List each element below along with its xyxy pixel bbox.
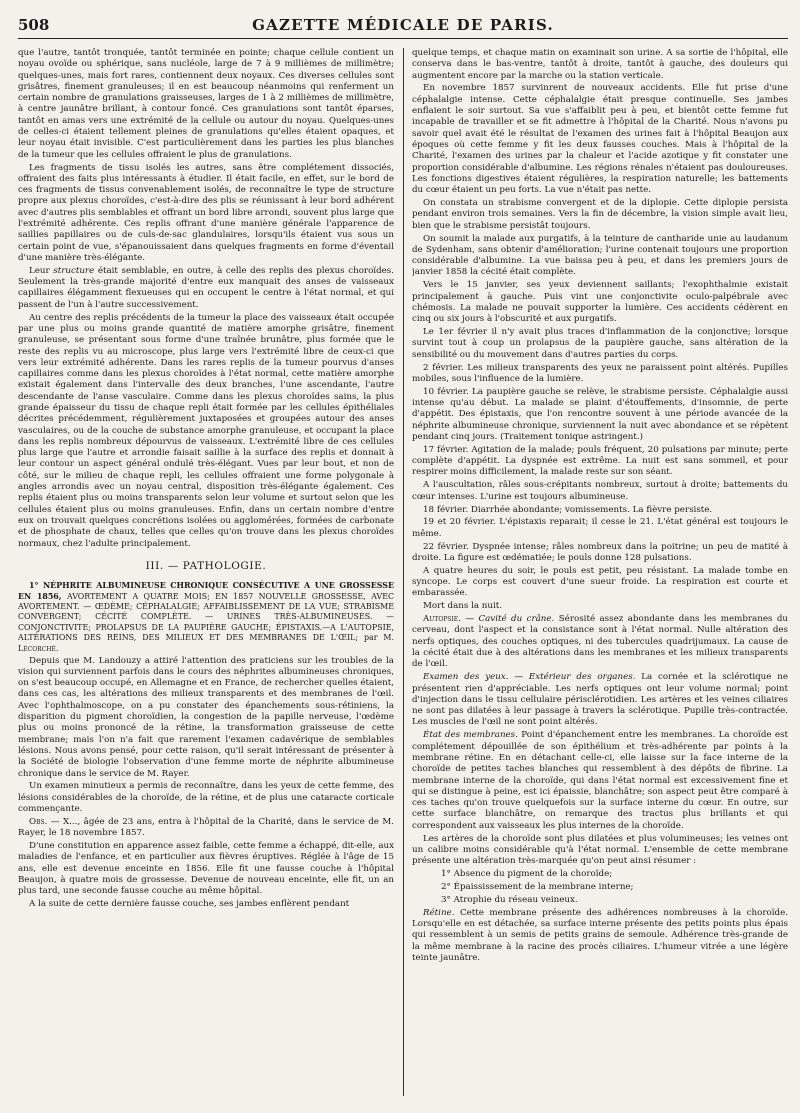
italic-heading: État des membranes. bbox=[423, 730, 518, 741]
paragraph: Un examen minutieux a permis de reconnaître, dans les yeux de cette femme, des lésions considérables de la choroïde, de la rétine, et de plus une cataracte corticale commençante. bbox=[18, 781, 394, 815]
paragraph bbox=[412, 908, 788, 964]
paragraph: que l'autre, tantôt tronquée, tantôt terminée en pointe; chaque cellule contient un noyau ovoïde ou sphérique, sans nucléole, large de 7 à 9 millièmes de millimètre; quelques-unes, mais fort rares, contiennent deux noyaux. Ces diverses cellules sont grisâtres, finement granuleuses; il en est beaucoup néanmoins qui renferment un certain nombre de granulations graisseuses, larges de 1 à 2 millièmes de millimètre, à centre jaunâtre brillant, à contour foncé. Ces granulations sont tantôt éparses, tantôt en amas vers une extrémité de la cellule ou autour du noyau. Quelques-unes de celles-ci étaient tellement pleines de granulations qu'elles étaient opaques, et leur noyau était invisible. C'est particulièrement dans les parties les plus blanches de la tumeur que les cellules offraient le plus de granulations. bbox=[18, 48, 394, 160]
italic-heading: Rétine. bbox=[423, 907, 455, 918]
author-name: M. Lécorché. bbox=[18, 633, 394, 653]
page-number: 508 bbox=[18, 16, 50, 34]
paragraph: On soumit la malade aux purgatifs, à la teinture de cantharide unie au laudanum de Sydenham, sans obtenir d'amélioration; l'urine contenait toujours une proportion considérable d'albumine. La vue baissa peu à peu, et dans les premiers jours de janvier 1858 la cécité était complète. bbox=[412, 233, 788, 278]
text-run: était semblable, en outre, à celle des replis des plexus choroïdes. Seulement la très-grande majorité d'entre eux manquait des anses de vaisseaux capillaires élégamment flexueuses qui en occupent le centre à l'état normal, et qui passent de l'un à l'autre successivement. bbox=[18, 265, 394, 310]
paragraph: quelque temps, et chaque matin on examinait son urine. A sa sortie de l'hôpital, elle conserva dans le bas-ventre, tantôt à droite, tantôt à gauche, des douleurs qui augmentent encore par la marche ou la station verticale. bbox=[412, 48, 788, 81]
paragraph: Les fragments de tissu isolés les autres, sans être complétement dissociés, offraient des faits plus intéressants à étudier. Il était facile, en effet, sur le bord de ces fragments de tissus convenablement isolés, de reconnaître le type de structure propre aux plexus choroïdes, c'est-à-dire des plis se réunissant à leur bord adhérent avec d'autres plis semblables et offrant un bord libre arrondi, souvent plus large que l'extrémité adhérente. Ces replis offrant d'une manière générale l'apparence de saillies papillaires ou de culs-de-sac glandulaires, lorsqu'ils étaient vus sous un certain point de vue, s'épanouissaient dans quelques fragments en forme d'éventail d'une manière très-élégante. bbox=[18, 162, 394, 263]
paragraph bbox=[412, 614, 788, 670]
list-item: 1° Absence du pigment de la choroïde; bbox=[441, 869, 613, 880]
column-divider bbox=[403, 48, 404, 1096]
paragraph: Au centre des replis précédents de la tumeur la place des vaisseaux était occupée par une plus ou moins grande quantité de matière amorphe grisâtre, finement granuleuse, se présentant sous forme d'une traînée brunâtre, plus formée que le reste des replis vu au microscope, plus large vers l'extrémité libre de ceux-ci que vers leur extrémité adhérente. Dans les rares replis de la tumeur pourvus d'anses capillaires comme dans les plexus choroïdes à l'état normal, cette matière amorphe existait également dans l'intervalle des deux branches, l'une ascendante, l'autre descendante de l'anse vasculaire. Comme dans les plexus choroïdes sains, la plus grande épaisseur du tissu de chaque repli était formée par les cellules épithéliales décrites précédemment, régulièrement juxtaposées et groupées autour des anses vasculaires, ou de la couche de substance amorphe granuleuse, et occupant la place dans les replis nombreux dépourvus de vaisseaux. L'extrémité libre de ces cellules plus large que l'autre et arrondie faisait saillie à la surface des replis et donnait à leur contour un aspect général ondulé très-élégant. Vues par leur bout, et non de côté, sur le milieu de chaque repli, les cellules offraient une forme polygonale à angles arrondis avec un noyau central, disposition très-élégante également. Ces replis étaient plus ou moins transparents selon leur volume et surtout selon que les cellules étaient plus ou moins granuleuses. Enfin, dans un certain nombre d'entre eux on trouvait quelques concrétions isolées ou agglomérées, formées de carbonate et de phosphate de chaux, telles que celles qu'on trouve dans les plexus choroïdes normaux, chez l'adulte principalement. bbox=[18, 312, 394, 549]
paragraph: Les artères de la choroïde sont plus dilatées et plus volumineuses; les veines ont un calibre moins considérable qu'à l'état normal. L'ensemble de cette membrane présente une altération très-marquée qu'on peut ainsi résumer : bbox=[412, 833, 788, 867]
summary-body: AVORTEMENT A QUATRE MOIS; EN 1857 NOUVELLE GROSSESSE, AVEC AVORTEMENT. — ŒDÈME; CÉPHALALGIE; AFFAIBLISSEMENT DE LA VUE; STRABISME CONVERGENT; CÉCITÉ COMPLÈTE. — URINES TRÈS-ALBUMINEUSES. — CONJONCTIVITE; PROLAPSUS DE LA PAUPIÈRE GAUCHE; ÉPISTAXIS.—A L'AUTOPSIE, ALTÉRATIONS DES REINS, DES MILIEUX ET DES MEMBRANES DE L'ŒIL; par bbox=[18, 591, 394, 643]
text-run: La cornée et la sclérotique ne présentent rien d'appréciable. Les nerfs optiques ont leur volume normal; point d'injection dans le tissu cellulaire périsclérotidien. Les artères et les veines ciliaires ne sont pas dilatées à leur passage à travers la sclérotique. Pupille très-contractée. Les muscles de l'œil ne sont point altérés. bbox=[412, 672, 788, 728]
paragraph: En novembre 1857 survinrent de nouveaux accidents. Elle fut prise d'une céphalalgie intense. Cette céphalalgie était presque continuelle. Ses jambes enflaient le soir surtout. Sa vue s'affaiblit peu à peu, et bientôt cette femme fut incapable de travailler et se fit admettre à l'hôpital de la Charité. Nous n'avons pu savoir quel avait été le résultat de l'examen des urines fait à l'hôpital Beaujon aux époques où cette femme y fit les deux fausses couches. Mais à l'hôpital de la Charité, l'examen des urines par la chaleur et l'acide azotique y fit constater une proportion considérable d'albumine. Les régions rénales n'étaient pas douloureuses. Les fonctions digestives étaient régulières, la respiration naturelle; les battements du cœur étaient un peu forts. La vue n'était pas nette. bbox=[412, 83, 788, 196]
text-run: Point d'épanchement entre les membranes. La choroïde est complétement dépouillée de son épithélium et très-adhérente par points à la membrane rétine. En en détachant celle-ci, elle laisse sur la face interne de la choroïde de petites taches blanches qui ressemblent à des dépôts de fibrine. La membrane interne de la choroïde, qui dans l'état normal est excessivement fine et qui se distingue à peine, est ici épaissie, blanchâtre; son aspect peut être comparé à ces taches qu'on trouve quelquefois sur la surface interne du cœur. En outre, sur cette surface blanchâtre, on remarque des tractus plus brillants et qui correspondent aux vaisseaux les plus internes de la choroïde. bbox=[412, 730, 788, 831]
paragraph: 22 février. Dyspnée intense; râles nombreux dans la poitrine; un peu de matité à droite. La figure est œdématiée; le pouls donne 128 pulsations. bbox=[412, 541, 788, 563]
article-summary bbox=[18, 581, 394, 654]
paragraph: A la suite de cette dernière fausse couche, ses jambes enflèrent pendant bbox=[29, 899, 350, 910]
paragraph: Mort dans la nuit. bbox=[423, 601, 503, 612]
italic-term: structure bbox=[53, 265, 95, 276]
right-column bbox=[412, 48, 788, 1096]
paragraph: 2 février. Les milieux transparents des yeux ne paraissent point altérés. Pupilles mobiles, sous l'influence de la lumière. bbox=[412, 362, 788, 384]
paragraph: 19 et 20 février. L'épistaxis reparait; il cesse le 21. L'état général est toujours le même. bbox=[412, 517, 788, 539]
paragraph bbox=[412, 672, 788, 728]
paragraph: 17 février. Agitation de la malade; pouls fréquent, 20 pulsations par minute; perte complète d'appétit. La dyspnée est extrême. La nuit est sans sommeil, et pour respirer moins difficilement, la malade reste sur son séant. bbox=[412, 444, 788, 478]
paragraph: 18 février. Diarrhée abondante; vomissements. La fièvre persiste. bbox=[423, 504, 713, 515]
paragraph: 10 février. La paupière gauche se relève, le strabisme persiste. Céphalalgie aussi intense qu'au début. La malade se plaint d'étouffements, d'insomnie, de perte d'appétit. Des épistaxis, que l'on rencontre souvent à une période avancée de la néphrite albumineuse chronique, surviennent la nuit avec abondance et se répètent pendant cinq jours. (Traitement tonique astringent.) bbox=[412, 386, 788, 442]
autopsy-label: Autopsie. bbox=[423, 614, 461, 625]
paragraph: On constata un strabisme convergent et de la diplopie. Cette diplopie persista pendant environ trois semaines. Vers la fin de décembre, la vision simple avait lieu, bien que le strabisme persistât toujours. bbox=[412, 198, 788, 231]
text-run: Sérosité assez abondante dans les membranes du cerveau, dont l'aspect et la consistance sont à l'état normal. Nulle altération des nerfs optiques, des couches optiques, ni des tubercules quadrijumaux. La cause de la cécité était due à des altérations dans les membranes et les milieux transparents de l'œil. bbox=[412, 614, 788, 670]
paragraph: Le 1er février il n'y avait plus traces d'inflammation de la conjonctive; lorsque survint tout à coup un prolapsus de la paupière gauche, sans altération de la sensibilité ou du mouvement dans d'autres parties du corps. bbox=[412, 327, 788, 360]
text-run: Leur bbox=[29, 265, 54, 276]
italic-heading: Examen des yeux. — Extérieur des organes. bbox=[423, 672, 636, 683]
page-header bbox=[18, 8, 788, 39]
paragraph: Vers le 15 janvier, ses yeux deviennent saillants; l'exophthalmie existait principalement à gauche. Puis vint une conjonctivite oculo-palpébrale avec chémosis. La malade ne pouvait supporter la lumière. Ces accidents cédèrent en cinq ou six jours à l'obscurité et aux purgatifs. bbox=[412, 280, 788, 325]
left-column bbox=[18, 48, 394, 1096]
list-item: 3° Atrophie du réseau veineux. bbox=[441, 894, 578, 905]
paragraph bbox=[412, 730, 788, 832]
paragraph bbox=[18, 266, 394, 311]
paragraph: D'une constitution en apparence assez faible, cette femme a échappé, dit-elle, aux maladies de l'enfance, et en particulier aux fièvres éruptives. Réglée à l'âge de 15 ans, elle est devenue enceinte en 1856. Elle fit une fausse couche à l'hôpital Beaujon, à quatre mois de grossesse. Devenue de nouveau enceinte, elle fit, un an plus tard, une seconde fausse couche au même hôpital. bbox=[18, 841, 394, 897]
paragraph bbox=[18, 817, 394, 840]
observation-label: Obs. bbox=[29, 816, 48, 827]
newspaper-page bbox=[18, 8, 788, 1106]
section-title: III. — PATHOLOGIE. bbox=[145, 559, 267, 572]
list-item: 2° Épaississement de la membrane interne; bbox=[441, 881, 634, 892]
italic-heading: — Cavité du crâne. bbox=[460, 614, 555, 625]
paragraph: A quatre heures du soir, le pouls est petit, peu résistant. La malade tombe en syncope. Le corps est couvert d'une sueur froide. La respiration est courte et embarassée. bbox=[412, 565, 788, 599]
paragraph: Depuis que M. Landouzy a attiré l'attention des praticiens sur les troubles de la vision qui surviennent parfois dans le cours des néphrites albumineuses chroniques, on s'est beaucoup occupé, en Allemagne et en France, de rechercher quelles étaient, dans ces cas, les altérations des milieux transparents et des membranes de l'œil. Avec l'ophthalmoscope, on a pu constater des épanchements sous-rétiniens, la disparition du pigment choroïdien, la congestion de la papille nerveuse, l'œdème plus ou moins prononcé de la rétine, la transformation graisseuse de cette membrane; mais l'on n'a fait que rarement l'examen cadavérique de semblables lésions. Nous avons pensé, pour cette raison, qu'il serait intéressant de présenter à la Société de biologie l'observation d'une femme morte de néphrite albumineuse chronique dans le service de M. Rayer. bbox=[18, 655, 394, 779]
journal-title: GAZETTE MÉDICALE DE PARIS. bbox=[252, 16, 554, 34]
text-run: — X..., âgée de 23 ans, entra à l'hôpital de la Charité, dans le service de M. Rayer, le 18 novembre 1857. bbox=[18, 816, 394, 839]
text-run: Cette membrane présente des adhérences nombreuses à la choroïde. Lorsqu'elle en est détachée, sa surface interne présente des petits points plus épais qui ressemblent à un semis de petits grains de semoule. Adhérence très-grande de la même membrane à la racine des procès ciliaires. L'humeur vitrée a une légère teinte jaunâtre. bbox=[412, 907, 788, 963]
paragraph: A l'auscultation, râles sous-crépitants nombreux, surtout à droite; battements du cœur intenses. L'urine est toujours albumineuse. bbox=[412, 480, 788, 502]
summary-lead: 1° NÉPHRITE ALBUMINEUSE CHRONIQUE CONSÉCUTIVE A UNE GROSSESSE EN 1856, bbox=[18, 581, 394, 601]
